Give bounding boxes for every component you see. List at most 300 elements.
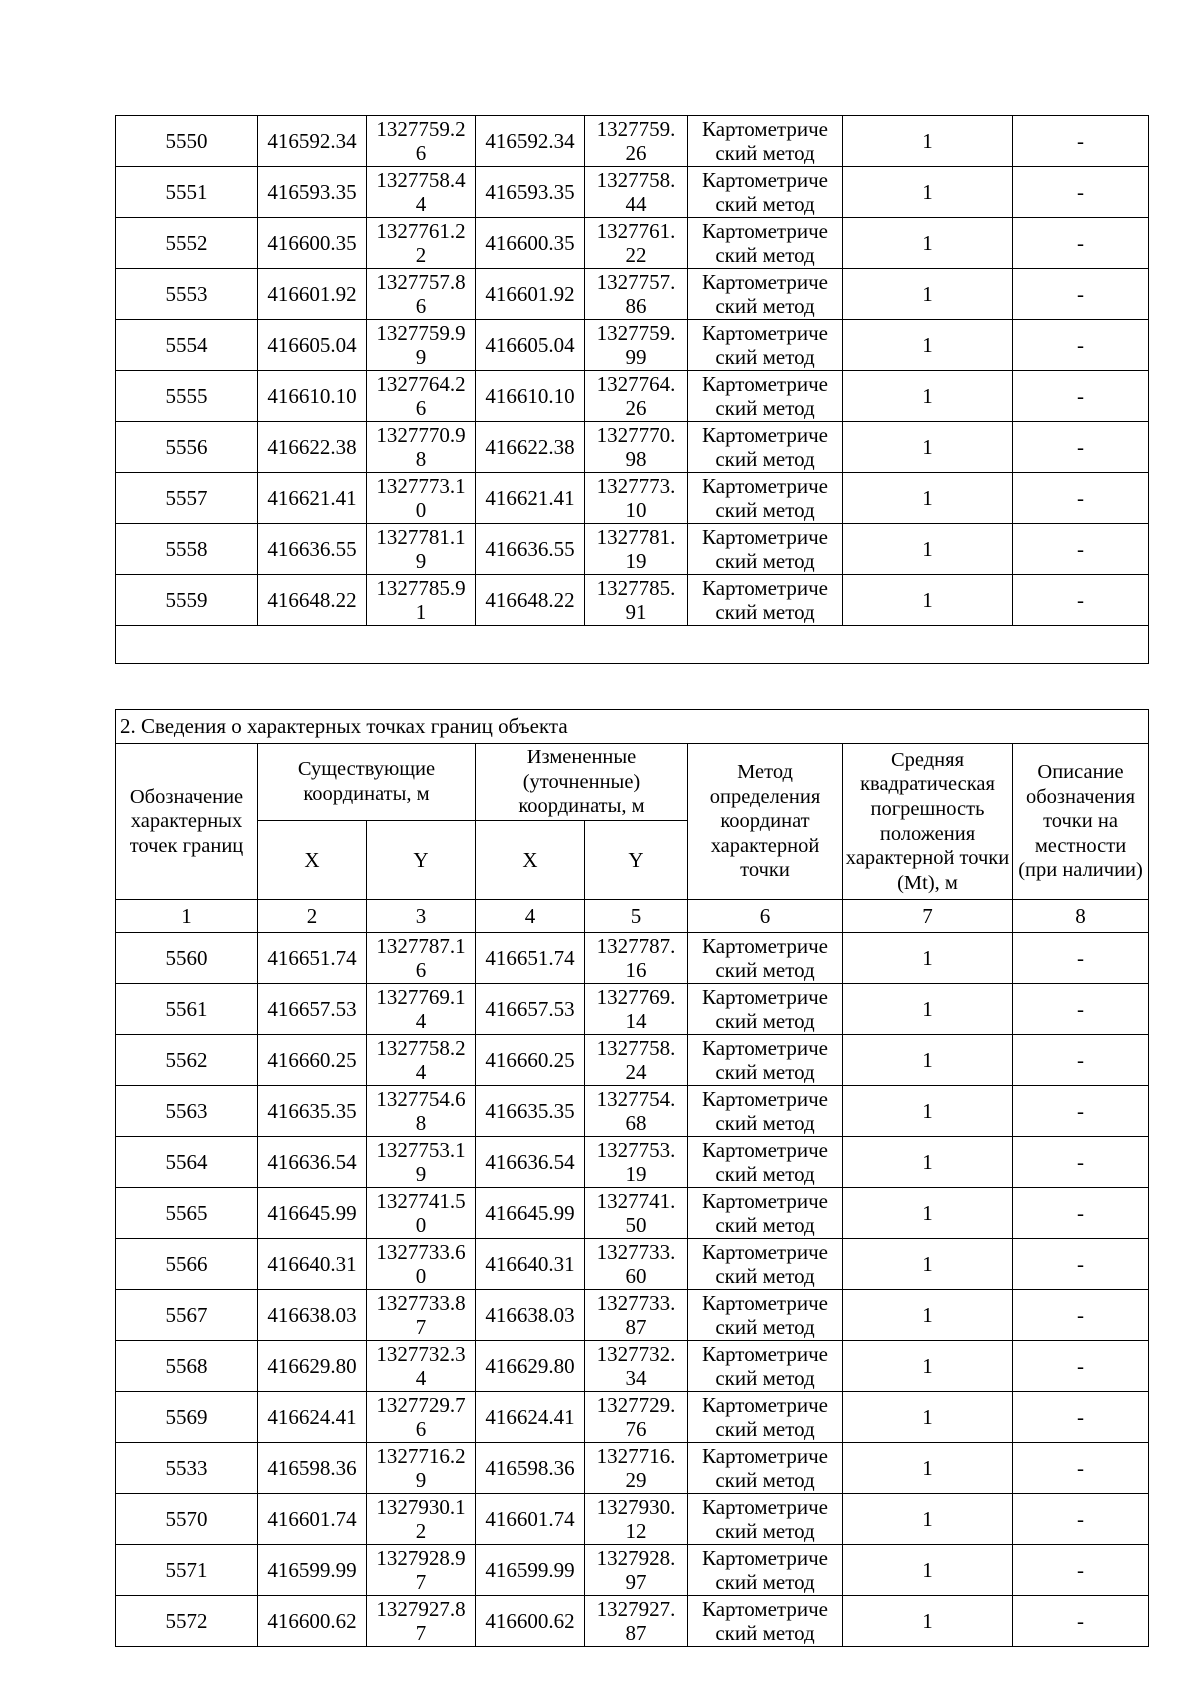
existing-y-cell bbox=[367, 1137, 476, 1188]
method-cell-line2: ский метод bbox=[715, 1468, 815, 1492]
method-cell-line2: ский метод bbox=[715, 1162, 815, 1186]
changed-y-cell-line2: 44 bbox=[625, 192, 647, 216]
changed-x-cell: 416598.36 bbox=[476, 1443, 585, 1494]
point-id-cell: 5567 bbox=[116, 1290, 258, 1341]
table-row bbox=[116, 269, 1149, 320]
existing-y-cell-line1: 1327773.1 bbox=[376, 474, 466, 498]
changed-y-cell-line2: 97 bbox=[625, 1570, 647, 1594]
changed-x-cell: 416645.99 bbox=[476, 1188, 585, 1239]
method-cell bbox=[688, 1494, 843, 1545]
table-row bbox=[116, 933, 1149, 984]
changed-x-cell: 416622.38 bbox=[476, 422, 585, 473]
existing-y-cell-line1: 1327781.1 bbox=[376, 525, 466, 549]
changed-y-cell bbox=[585, 1035, 688, 1086]
existing-y-cell-line1: 1327753.1 bbox=[376, 1138, 466, 1162]
table-row bbox=[116, 1137, 1149, 1188]
changed-y-cell bbox=[585, 1188, 688, 1239]
method-cell-line1: Картометриче bbox=[702, 270, 828, 294]
column-number: 2 bbox=[258, 900, 367, 933]
changed-y-cell bbox=[585, 320, 688, 371]
existing-y-cell bbox=[367, 1290, 476, 1341]
column-number: 3 bbox=[367, 900, 476, 933]
method-cell-line2: ский метод bbox=[715, 1621, 815, 1645]
point-id-cell: 5560 bbox=[116, 933, 258, 984]
error-cell: 1 bbox=[843, 1137, 1013, 1188]
method-cell-line2: ский метод bbox=[715, 396, 815, 420]
changed-y-cell-line2: 16 bbox=[625, 958, 647, 982]
table-row bbox=[116, 1290, 1149, 1341]
changed-y-cell-line2: 76 bbox=[625, 1417, 647, 1441]
existing-x-cell: 416636.55 bbox=[258, 524, 367, 575]
existing-y-cell bbox=[367, 218, 476, 269]
existing-y-cell-line1: 1327927.8 bbox=[376, 1597, 466, 1621]
table-row bbox=[116, 116, 1149, 167]
existing-y-cell bbox=[367, 984, 476, 1035]
changed-y-cell-line2: 91 bbox=[625, 600, 647, 624]
changed-y-cell bbox=[585, 269, 688, 320]
method-cell-line1: Картометриче bbox=[702, 321, 828, 345]
method-cell-line2: ский метод bbox=[715, 1009, 815, 1033]
method-cell-line1: Картометриче bbox=[702, 372, 828, 396]
error-cell: 1 bbox=[843, 933, 1013, 984]
method-cell-line1: Картометриче bbox=[702, 219, 828, 243]
description-cell: - bbox=[1013, 1443, 1149, 1494]
method-cell bbox=[688, 371, 843, 422]
changed-y-cell bbox=[585, 473, 688, 524]
description-cell: - bbox=[1013, 1545, 1149, 1596]
changed-x-cell: 416599.99 bbox=[476, 1545, 585, 1596]
method-cell-line1: Картометриче bbox=[702, 1597, 828, 1621]
changed-x-cell: 416624.41 bbox=[476, 1392, 585, 1443]
existing-x-cell: 416599.99 bbox=[258, 1545, 367, 1596]
changed-y-cell-line1: 1327754. bbox=[596, 1087, 676, 1111]
point-id-cell: 5566 bbox=[116, 1239, 258, 1290]
existing-y-cell-line2: 1 bbox=[415, 600, 427, 624]
method-cell bbox=[688, 1596, 843, 1647]
point-id-cell: 5555 bbox=[116, 371, 258, 422]
changed-y-cell bbox=[585, 1086, 688, 1137]
method-cell bbox=[688, 1035, 843, 1086]
existing-y-cell-line2: 9 bbox=[415, 549, 427, 573]
existing-y-cell-line1: 1327757.8 bbox=[376, 270, 466, 294]
existing-y-cell-line2: 6 bbox=[415, 294, 427, 318]
method-cell bbox=[688, 1392, 843, 1443]
existing-x-cell: 416657.53 bbox=[258, 984, 367, 1035]
description-cell: - bbox=[1013, 1596, 1149, 1647]
existing-y-cell bbox=[367, 1239, 476, 1290]
column-number: 8 bbox=[1013, 900, 1149, 933]
error-cell: 1 bbox=[843, 218, 1013, 269]
changed-y-cell bbox=[585, 116, 688, 167]
table-row bbox=[116, 473, 1149, 524]
existing-y-cell-line2: 4 bbox=[415, 192, 427, 216]
table-row bbox=[116, 167, 1149, 218]
existing-y-cell-line2: 2 bbox=[415, 243, 427, 267]
changed-x-cell: 416601.92 bbox=[476, 269, 585, 320]
method-cell bbox=[688, 984, 843, 1035]
existing-y-cell bbox=[367, 1596, 476, 1647]
table1-body bbox=[116, 116, 1149, 664]
table-row bbox=[116, 1341, 1149, 1392]
existing-x-cell: 416593.35 bbox=[258, 167, 367, 218]
changed-y-cell-line2: 99 bbox=[625, 345, 647, 369]
error-cell: 1 bbox=[843, 1188, 1013, 1239]
table-row bbox=[116, 575, 1149, 626]
table-row bbox=[116, 1086, 1149, 1137]
method-cell-line2: ский метод bbox=[715, 1315, 815, 1339]
existing-y-cell bbox=[367, 933, 476, 984]
table-row bbox=[116, 1392, 1149, 1443]
table2-body bbox=[116, 710, 1149, 1647]
changed-y-cell-line1: 1327716. bbox=[596, 1444, 676, 1468]
point-id-cell: 5556 bbox=[116, 422, 258, 473]
changed-y-cell-line2: 34 bbox=[625, 1366, 647, 1390]
point-id-cell: 5558 bbox=[116, 524, 258, 575]
method-cell bbox=[688, 1545, 843, 1596]
error-cell: 1 bbox=[843, 116, 1013, 167]
existing-y-cell-line2: 6 bbox=[415, 1417, 427, 1441]
method-cell bbox=[688, 1290, 843, 1341]
method-cell-line1: Картометриче bbox=[702, 1546, 828, 1570]
existing-x-cell: 416600.62 bbox=[258, 1596, 367, 1647]
existing-x-cell: 416636.54 bbox=[258, 1137, 367, 1188]
changed-x-cell: 416638.03 bbox=[476, 1290, 585, 1341]
point-id-cell: 5569 bbox=[116, 1392, 258, 1443]
existing-x-cell: 416648.22 bbox=[258, 575, 367, 626]
table-row bbox=[116, 1035, 1149, 1086]
description-cell: - bbox=[1013, 933, 1149, 984]
existing-x-cell: 416635.35 bbox=[258, 1086, 367, 1137]
existing-x-cell: 416601.74 bbox=[258, 1494, 367, 1545]
table-row bbox=[116, 984, 1149, 1035]
description-cell: - bbox=[1013, 1086, 1149, 1137]
point-id-cell: 5565 bbox=[116, 1188, 258, 1239]
changed-x-cell: 416640.31 bbox=[476, 1239, 585, 1290]
header-existing-x: X bbox=[258, 821, 367, 900]
method-cell-line2: ский метод bbox=[715, 1519, 815, 1543]
table-row bbox=[116, 524, 1149, 575]
method-cell-line1: Картометриче bbox=[702, 934, 828, 958]
table-row bbox=[116, 320, 1149, 371]
method-cell-line1: Картометриче bbox=[702, 1036, 828, 1060]
changed-y-cell-line2: 24 bbox=[625, 1060, 647, 1084]
method-cell-line2: ский метод bbox=[715, 345, 815, 369]
changed-x-cell: 416657.53 bbox=[476, 984, 585, 1035]
description-cell: - bbox=[1013, 473, 1149, 524]
table-row bbox=[116, 1494, 1149, 1545]
changed-y-cell bbox=[585, 575, 688, 626]
header-designation: Обозначение характерных точек границ bbox=[116, 744, 258, 900]
error-cell: 1 bbox=[843, 320, 1013, 371]
point-id-cell: 5562 bbox=[116, 1035, 258, 1086]
existing-x-cell: 416598.36 bbox=[258, 1443, 367, 1494]
error-cell: 1 bbox=[843, 269, 1013, 320]
changed-y-cell-line1: 1327764. bbox=[596, 372, 676, 396]
description-cell: - bbox=[1013, 1137, 1149, 1188]
description-cell: - bbox=[1013, 1239, 1149, 1290]
changed-y-cell-line1: 1327729. bbox=[596, 1393, 676, 1417]
changed-y-cell-line2: 87 bbox=[625, 1315, 647, 1339]
existing-y-cell-line2: 0 bbox=[415, 1213, 427, 1237]
table-title: 2. Сведения о характерных точках границ объекта bbox=[116, 710, 1149, 744]
method-cell-line2: ский метод bbox=[715, 1111, 815, 1135]
table-row bbox=[116, 1443, 1149, 1494]
error-cell: 1 bbox=[843, 984, 1013, 1035]
changed-y-cell-line1: 1327759. bbox=[596, 321, 676, 345]
changed-y-cell bbox=[585, 167, 688, 218]
existing-y-cell-line1: 1327758.4 bbox=[376, 168, 466, 192]
existing-x-cell: 416605.04 bbox=[258, 320, 367, 371]
existing-y-cell-line2: 4 bbox=[415, 1009, 427, 1033]
changed-x-cell: 416651.74 bbox=[476, 933, 585, 984]
method-cell bbox=[688, 116, 843, 167]
existing-y-cell bbox=[367, 1392, 476, 1443]
existing-y-cell bbox=[367, 1494, 476, 1545]
point-id-cell: 5533 bbox=[116, 1443, 258, 1494]
column-number: 4 bbox=[476, 900, 585, 933]
changed-y-cell-line2: 19 bbox=[625, 549, 647, 573]
changed-y-cell bbox=[585, 1494, 688, 1545]
existing-y-cell bbox=[367, 1341, 476, 1392]
changed-y-cell-line1: 1327930. bbox=[596, 1495, 676, 1519]
existing-y-cell-line2: 2 bbox=[415, 1519, 427, 1543]
point-id-cell: 5553 bbox=[116, 269, 258, 320]
method-cell-line1: Картометриче bbox=[702, 168, 828, 192]
point-id-cell: 5561 bbox=[116, 984, 258, 1035]
method-cell-line2: ский метод bbox=[715, 1570, 815, 1594]
method-cell bbox=[688, 933, 843, 984]
existing-y-cell bbox=[367, 1443, 476, 1494]
changed-x-cell: 416660.25 bbox=[476, 1035, 585, 1086]
error-cell: 1 bbox=[843, 1086, 1013, 1137]
point-id-cell: 5550 bbox=[116, 116, 258, 167]
changed-y-cell bbox=[585, 1239, 688, 1290]
error-cell: 1 bbox=[843, 1341, 1013, 1392]
changed-y-cell-line2: 26 bbox=[625, 396, 647, 420]
description-cell: - bbox=[1013, 218, 1149, 269]
existing-y-cell bbox=[367, 371, 476, 422]
method-cell-line1: Картометриче bbox=[702, 474, 828, 498]
description-cell: - bbox=[1013, 1494, 1149, 1545]
existing-y-cell-line2: 0 bbox=[415, 498, 427, 522]
empty-cell bbox=[116, 626, 1149, 664]
method-cell-line2: ский метод bbox=[715, 1264, 815, 1288]
changed-y-cell bbox=[585, 218, 688, 269]
method-cell-line1: Картометриче bbox=[702, 576, 828, 600]
existing-y-cell-line2: 8 bbox=[415, 1111, 427, 1135]
changed-y-cell bbox=[585, 984, 688, 1035]
error-cell: 1 bbox=[843, 1494, 1013, 1545]
description-cell: - bbox=[1013, 524, 1149, 575]
header-changed-x: X bbox=[476, 821, 585, 900]
method-cell bbox=[688, 167, 843, 218]
header-method: Метод определения координат характерной точки bbox=[688, 744, 843, 900]
existing-x-cell: 416601.92 bbox=[258, 269, 367, 320]
existing-y-cell-line2: 7 bbox=[415, 1315, 427, 1339]
description-cell: - bbox=[1013, 575, 1149, 626]
changed-y-cell bbox=[585, 1596, 688, 1647]
existing-y-cell-line1: 1327758.2 bbox=[376, 1036, 466, 1060]
method-cell-line1: Картометриче bbox=[702, 1444, 828, 1468]
existing-y-cell-line2: 0 bbox=[415, 1264, 427, 1288]
points-table-continuation bbox=[115, 115, 1149, 664]
error-cell: 1 bbox=[843, 1443, 1013, 1494]
method-cell-line1: Картометриче bbox=[702, 1240, 828, 1264]
changed-y-cell-line1: 1327787. bbox=[596, 934, 676, 958]
method-cell bbox=[688, 473, 843, 524]
changed-y-cell bbox=[585, 1392, 688, 1443]
existing-y-cell-line1: 1327769.1 bbox=[376, 985, 466, 1009]
changed-y-cell-line2: 87 bbox=[625, 1621, 647, 1645]
description-cell: - bbox=[1013, 167, 1149, 218]
changed-y-cell-line1: 1327761. bbox=[596, 219, 676, 243]
method-cell bbox=[688, 218, 843, 269]
changed-y-cell-line1: 1327758. bbox=[596, 1036, 676, 1060]
method-cell-line2: ский метод bbox=[715, 243, 815, 267]
existing-y-cell-line1: 1327759.2 bbox=[376, 117, 466, 141]
error-cell: 1 bbox=[843, 1392, 1013, 1443]
changed-y-cell-line2: 29 bbox=[625, 1468, 647, 1492]
point-id-cell: 5563 bbox=[116, 1086, 258, 1137]
method-cell-line1: Картометриче bbox=[702, 1495, 828, 1519]
existing-x-cell: 416621.41 bbox=[258, 473, 367, 524]
method-cell bbox=[688, 1443, 843, 1494]
table-row bbox=[116, 422, 1149, 473]
error-cell: 1 bbox=[843, 575, 1013, 626]
description-cell: - bbox=[1013, 1341, 1149, 1392]
error-cell: 1 bbox=[843, 473, 1013, 524]
description-cell: - bbox=[1013, 269, 1149, 320]
changed-y-cell-line1: 1327733. bbox=[596, 1240, 676, 1264]
point-id-cell: 5557 bbox=[116, 473, 258, 524]
changed-y-cell bbox=[585, 371, 688, 422]
method-cell-line1: Картометриче bbox=[702, 1393, 828, 1417]
error-cell: 1 bbox=[843, 422, 1013, 473]
method-cell bbox=[688, 1188, 843, 1239]
existing-y-cell-line2: 6 bbox=[415, 141, 427, 165]
header-changed-y: Y bbox=[585, 821, 688, 900]
changed-y-cell-line2: 14 bbox=[625, 1009, 647, 1033]
description-cell: - bbox=[1013, 1290, 1149, 1341]
table-row bbox=[116, 218, 1149, 269]
method-cell-line2: ский метод bbox=[715, 447, 815, 471]
existing-y-cell-line1: 1327930.1 bbox=[376, 1495, 466, 1519]
description-cell: - bbox=[1013, 422, 1149, 473]
existing-y-cell-line1: 1327741.5 bbox=[376, 1189, 466, 1213]
existing-y-cell-line1: 1327733.6 bbox=[376, 1240, 466, 1264]
method-cell-line2: ский метод bbox=[715, 1060, 815, 1084]
changed-y-cell bbox=[585, 933, 688, 984]
method-cell-line1: Картометриче bbox=[702, 423, 828, 447]
existing-y-cell-line1: 1327928.9 bbox=[376, 1546, 466, 1570]
table-row bbox=[116, 1596, 1149, 1647]
point-id-cell: 5552 bbox=[116, 218, 258, 269]
changed-y-cell-line2: 12 bbox=[625, 1519, 647, 1543]
method-cell bbox=[688, 524, 843, 575]
changed-y-cell-line1: 1327759. bbox=[596, 117, 676, 141]
existing-x-cell: 416640.31 bbox=[258, 1239, 367, 1290]
changed-y-cell-line1: 1327758. bbox=[596, 168, 676, 192]
changed-y-cell-line1: 1327928. bbox=[596, 1546, 676, 1570]
table-row bbox=[116, 371, 1149, 422]
point-id-cell: 5570 bbox=[116, 1494, 258, 1545]
existing-x-cell: 416645.99 bbox=[258, 1188, 367, 1239]
existing-x-cell: 416660.25 bbox=[258, 1035, 367, 1086]
column-number: 1 bbox=[116, 900, 258, 933]
changed-y-cell-line1: 1327773. bbox=[596, 474, 676, 498]
empty-row bbox=[116, 626, 1149, 664]
header-changed-coords: Измененные (уточненные) координаты, м bbox=[476, 744, 688, 821]
error-cell: 1 bbox=[843, 1545, 1013, 1596]
header-error: Средняя квадратическая погрешность положения характерной точки (Mt), м bbox=[843, 744, 1013, 900]
column-number: 5 bbox=[585, 900, 688, 933]
existing-x-cell: 416600.35 bbox=[258, 218, 367, 269]
method-cell-line1: Картометриче bbox=[702, 985, 828, 1009]
existing-y-cell-line2: 7 bbox=[415, 1570, 427, 1594]
existing-y-cell-line2: 6 bbox=[415, 958, 427, 982]
table-row bbox=[116, 1239, 1149, 1290]
header-existing-y: Y bbox=[367, 821, 476, 900]
existing-x-cell: 416592.34 bbox=[258, 116, 367, 167]
existing-x-cell: 416622.38 bbox=[258, 422, 367, 473]
header-description: Описание обозначения точки на местности (при наличии) bbox=[1013, 744, 1149, 900]
existing-y-cell bbox=[367, 320, 476, 371]
method-cell bbox=[688, 269, 843, 320]
table-row bbox=[116, 1188, 1149, 1239]
changed-y-cell-line1: 1327781. bbox=[596, 525, 676, 549]
changed-x-cell: 416621.41 bbox=[476, 473, 585, 524]
point-id-cell: 5551 bbox=[116, 167, 258, 218]
point-id-cell: 5554 bbox=[116, 320, 258, 371]
error-cell: 1 bbox=[843, 1035, 1013, 1086]
changed-y-cell-line1: 1327732. bbox=[596, 1342, 676, 1366]
changed-y-cell-line1: 1327757. bbox=[596, 270, 676, 294]
changed-y-cell-line1: 1327785. bbox=[596, 576, 676, 600]
method-cell bbox=[688, 575, 843, 626]
boundary-points-table bbox=[115, 709, 1149, 1647]
existing-y-cell-line2: 8 bbox=[415, 447, 427, 471]
existing-y-cell-line1: 1327733.8 bbox=[376, 1291, 466, 1315]
method-cell-line2: ский метод bbox=[715, 1366, 815, 1390]
existing-y-cell-line1: 1327785.9 bbox=[376, 576, 466, 600]
changed-y-cell bbox=[585, 422, 688, 473]
existing-y-cell bbox=[367, 575, 476, 626]
existing-y-cell-line1: 1327787.1 bbox=[376, 934, 466, 958]
existing-y-cell-line1: 1327761.2 bbox=[376, 219, 466, 243]
changed-y-cell-line2: 98 bbox=[625, 447, 647, 471]
existing-y-cell bbox=[367, 1035, 476, 1086]
existing-y-cell-line2: 9 bbox=[415, 345, 427, 369]
existing-y-cell bbox=[367, 524, 476, 575]
existing-y-cell-line1: 1327764.2 bbox=[376, 372, 466, 396]
method-cell-line1: Картометриче bbox=[702, 1087, 828, 1111]
changed-y-cell-line1: 1327769. bbox=[596, 985, 676, 1009]
existing-y-cell bbox=[367, 1086, 476, 1137]
changed-y-cell-line1: 1327753. bbox=[596, 1138, 676, 1162]
error-cell: 1 bbox=[843, 1290, 1013, 1341]
method-cell bbox=[688, 422, 843, 473]
method-cell bbox=[688, 1137, 843, 1188]
method-cell-line2: ский метод bbox=[715, 192, 815, 216]
changed-y-cell-line1: 1327741. bbox=[596, 1189, 676, 1213]
changed-y-cell bbox=[585, 524, 688, 575]
method-cell-line2: ский метод bbox=[715, 958, 815, 982]
changed-x-cell: 416605.04 bbox=[476, 320, 585, 371]
method-cell bbox=[688, 1341, 843, 1392]
changed-y-cell-line2: 26 bbox=[625, 141, 647, 165]
method-cell-line2: ский метод bbox=[715, 294, 815, 318]
method-cell bbox=[688, 1086, 843, 1137]
